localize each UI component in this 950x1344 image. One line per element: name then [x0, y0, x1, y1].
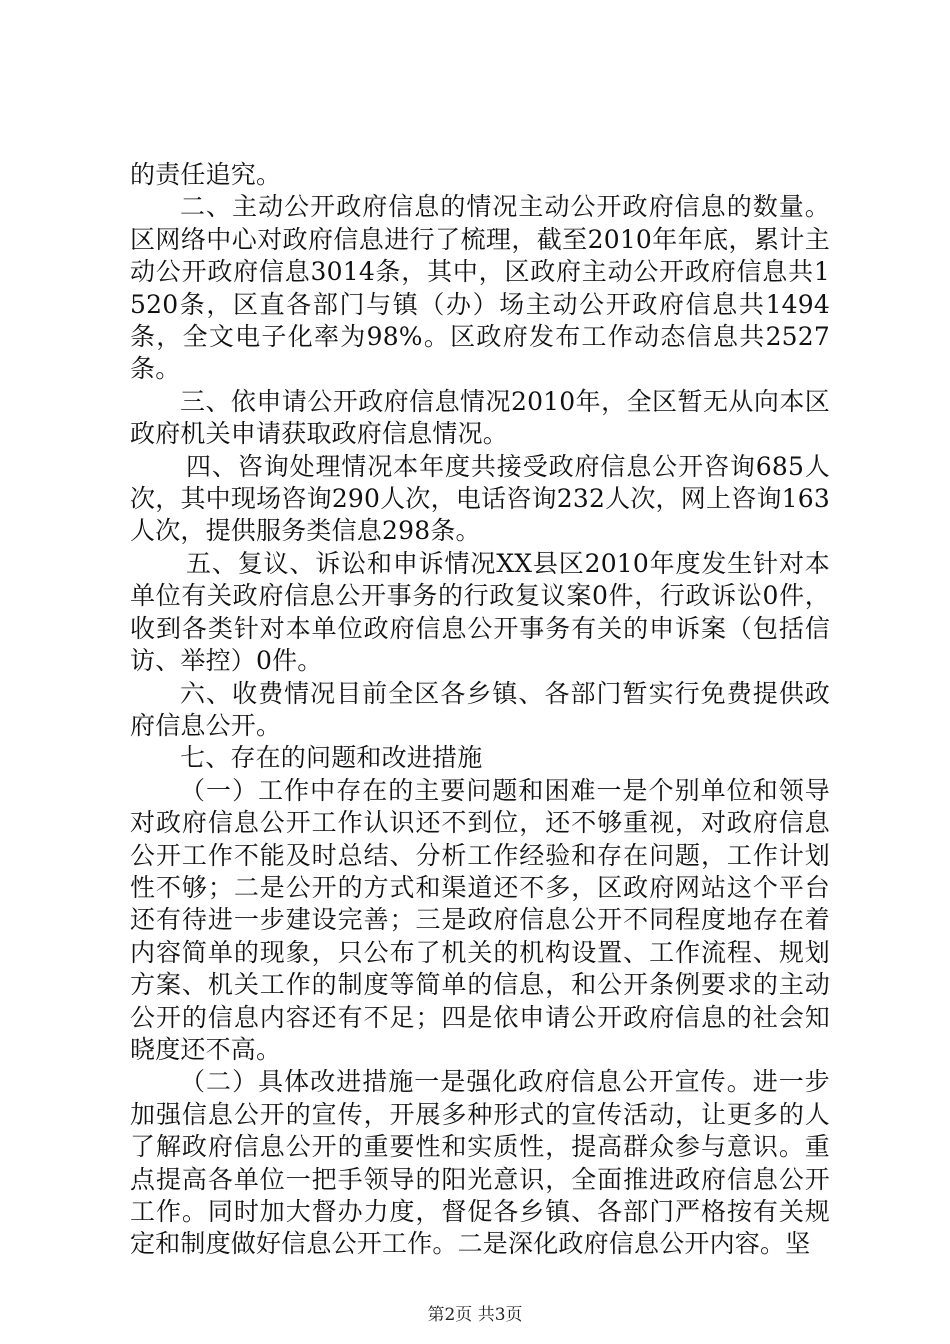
paragraph-section-7-heading: 七、存在的问题和改进措施 — [180, 743, 483, 773]
document-body — [130, 159, 830, 1261]
paragraph-section-5: 五、复议、诉讼和申诉情况XX县区2010年度发生针对本单位有关政府信息公开事务的行政复议案0件，行政诉讼0件，收到各类针对本单位政府信息公开事务有关的申诉案（包括信访、举控）0件。 — [130, 548, 830, 676]
page-number-footer: 第2页 共3页 — [427, 1305, 523, 1325]
paragraph-continuation: 的责任追究。 — [130, 160, 282, 189]
paragraph-subsection-1: （一）工作中存在的主要问题和困难一是个别单位和领导对政府信息公开工作认识还不到位，还不够重视，对政府信息公开工作不能及时总结、分析工作经验和存在问题，工作计划性不够；二是公开的方式和渠道还不多，区政府网站这个平台还有待进一步建设完善；三是政府信息公开不同程度地存在着内容简单的现象，只公布了机关的机构设置、工作流程、规划方案、机关工作的制度等简单的信息，和公开条例要求的主动公开的信息内容还有不足；四是依申请公开政府信息的社会知晓度还不高。 — [130, 775, 830, 1064]
paragraph-section-4: 四、咨询处理情况本年度共接受政府信息公开咨询685人次，其中现场咨询290人次，电话咨询232人次，网上咨询163人次，提供服务类信息298条。 — [130, 451, 830, 546]
paragraph-section-3: 三、依申请公开政府信息情况2010年，全区暂无从向本区政府机关申请获取政府信息情况。 — [130, 386, 830, 449]
paragraph-section-6: 六、收费情况目前全区各乡镇、各部门暂实行免费提供政府信息公开。 — [130, 678, 830, 740]
paragraph-subsection-2: （二）具体改进措施一是强化政府信息公开宣传。进一步加强信息公开的宣传，开展多种形式的宣传活动，让更多的人了解政府信息公开的重要性和实质性，提高群众参与意识。重点提高各单位一把手领导的阳光意识，全面推进政府信息公开工作。同时加大督办力度，督促各乡镇、各部门严格按有关规定和制度做好信息公开工作。二是深化政府信息公开内容。坚 — [130, 1067, 830, 1259]
paragraph-section-2: 二、主动公开政府信息的情况主动公开政府信息的数量。区网络中心对政府信息进行了梳理，截至2010年年底，累计主动公开政府信息3014条，其中，区政府主动公开政府信息共1520条，区直各部门与镇（办）场主动公开政府信息共1494条，全文电子化率为98%。区政府发布工作动态信息共2527条。 — [130, 192, 830, 384]
